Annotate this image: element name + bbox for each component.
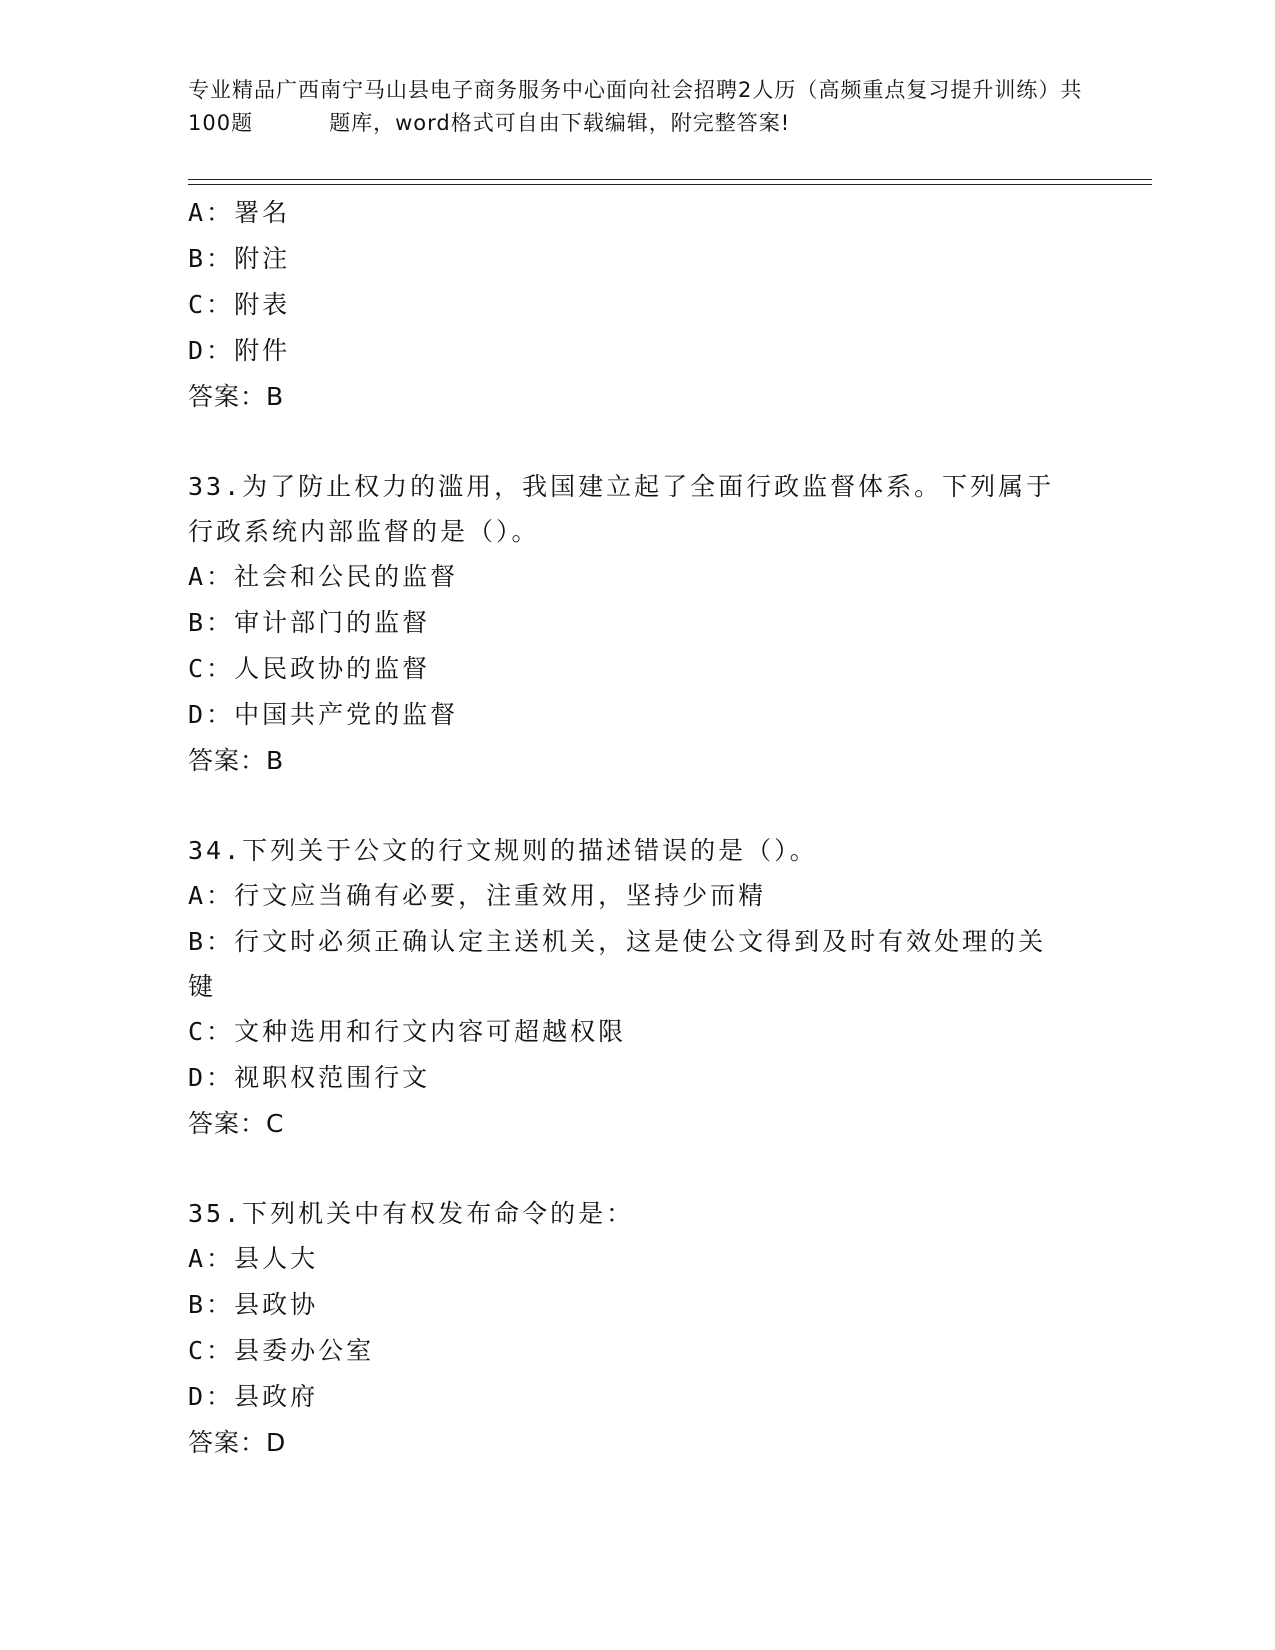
option-c bbox=[188, 1009, 1088, 1055]
option-b bbox=[188, 236, 1088, 282]
option-text: 社会和公民的监督 bbox=[234, 562, 459, 591]
option-text: 审计部门的监督 bbox=[234, 608, 431, 637]
option-label: B： bbox=[188, 927, 235, 956]
question-body: 下列关于公文的行文规则的描述错误的是（）。 bbox=[242, 836, 818, 865]
spacer bbox=[188, 420, 1088, 464]
option-label: B： bbox=[188, 608, 235, 637]
answer-line: 答案：D bbox=[188, 1428, 287, 1457]
option-d bbox=[188, 328, 1088, 374]
question-block-35 bbox=[188, 1191, 1088, 1466]
option-label: D： bbox=[188, 700, 235, 729]
question-body: 下列机关中有权发布命令的是： bbox=[242, 1199, 635, 1228]
option-d bbox=[188, 1055, 1088, 1101]
option-label: C： bbox=[188, 654, 235, 683]
option-d bbox=[188, 692, 1088, 738]
question-text bbox=[188, 828, 1068, 873]
option-label: D： bbox=[188, 1382, 235, 1411]
option-label: C： bbox=[188, 290, 235, 319]
option-label: B： bbox=[188, 1290, 235, 1319]
answer-line: 答案：C bbox=[188, 1109, 285, 1138]
option-text: 文种选用和行文内容可超越权限 bbox=[234, 1017, 627, 1046]
option-a bbox=[188, 873, 1088, 919]
question-number: 33. bbox=[188, 472, 243, 501]
option-label: A： bbox=[188, 1244, 235, 1273]
header-title-part2: 题库，word格式可自由下载编辑，附完整答案! bbox=[329, 111, 791, 135]
option-text: 视职权范围行文 bbox=[234, 1063, 431, 1092]
option-a bbox=[188, 190, 1088, 236]
option-text: 附件 bbox=[234, 336, 291, 365]
option-b bbox=[188, 1282, 1088, 1328]
option-text: 县政协 bbox=[234, 1290, 319, 1319]
option-text: 县人大 bbox=[234, 1244, 319, 1273]
option-d bbox=[188, 1374, 1088, 1420]
option-text: 附注 bbox=[234, 244, 291, 273]
option-text: 行文应当确有必要，注重效用，坚持少而精 bbox=[234, 881, 767, 910]
option-text: 署名 bbox=[234, 198, 291, 227]
question-list bbox=[188, 190, 1088, 1466]
option-label: A： bbox=[188, 881, 235, 910]
question-text bbox=[188, 1191, 1068, 1236]
question-body: 为了防止权力的滥用，我国建立起了全面行政监督体系。下列属于行政系统内部监督的是（）。 bbox=[188, 472, 1055, 546]
option-label: D： bbox=[188, 336, 235, 365]
spacer bbox=[188, 784, 1088, 828]
option-c bbox=[188, 1328, 1088, 1374]
option-text: 行文时必须正确认定主送机关，这是使公文得到及时有效处理的关键 bbox=[188, 927, 1047, 1001]
header-title-part1: 专业精品广西南宁马山县电子商务服务中心面向社会招聘2人历（高频重点复习提升训练）共100题 bbox=[188, 78, 1083, 135]
option-b bbox=[188, 600, 1088, 646]
question-text bbox=[188, 464, 1068, 554]
header-divider-top bbox=[188, 179, 1152, 180]
option-a bbox=[188, 554, 1088, 600]
option-text: 人民政协的监督 bbox=[234, 654, 431, 683]
spacer bbox=[188, 1147, 1088, 1191]
option-label: A： bbox=[188, 198, 235, 227]
option-c bbox=[188, 646, 1088, 692]
question-block-partial bbox=[188, 190, 1088, 420]
question-number: 35. bbox=[188, 1199, 243, 1228]
answer-line: 答案：B bbox=[188, 382, 285, 411]
option-b bbox=[188, 919, 1068, 1009]
option-text: 县政府 bbox=[234, 1382, 319, 1411]
option-text: 附表 bbox=[234, 290, 291, 319]
option-text: 中国共产党的监督 bbox=[234, 700, 459, 729]
option-text: 县委办公室 bbox=[234, 1336, 375, 1365]
option-c bbox=[188, 282, 1088, 328]
header-divider-bottom bbox=[188, 184, 1152, 185]
option-label: B： bbox=[188, 244, 235, 273]
question-block-34 bbox=[188, 828, 1088, 1147]
option-label: C： bbox=[188, 1336, 235, 1365]
option-label: A： bbox=[188, 562, 235, 591]
question-number: 34. bbox=[188, 836, 243, 865]
option-a bbox=[188, 1236, 1088, 1282]
document-header bbox=[188, 74, 1088, 140]
question-block-33 bbox=[188, 464, 1088, 784]
option-label: C： bbox=[188, 1017, 235, 1046]
answer-line: 答案：B bbox=[188, 746, 285, 775]
option-label: D： bbox=[188, 1063, 235, 1092]
